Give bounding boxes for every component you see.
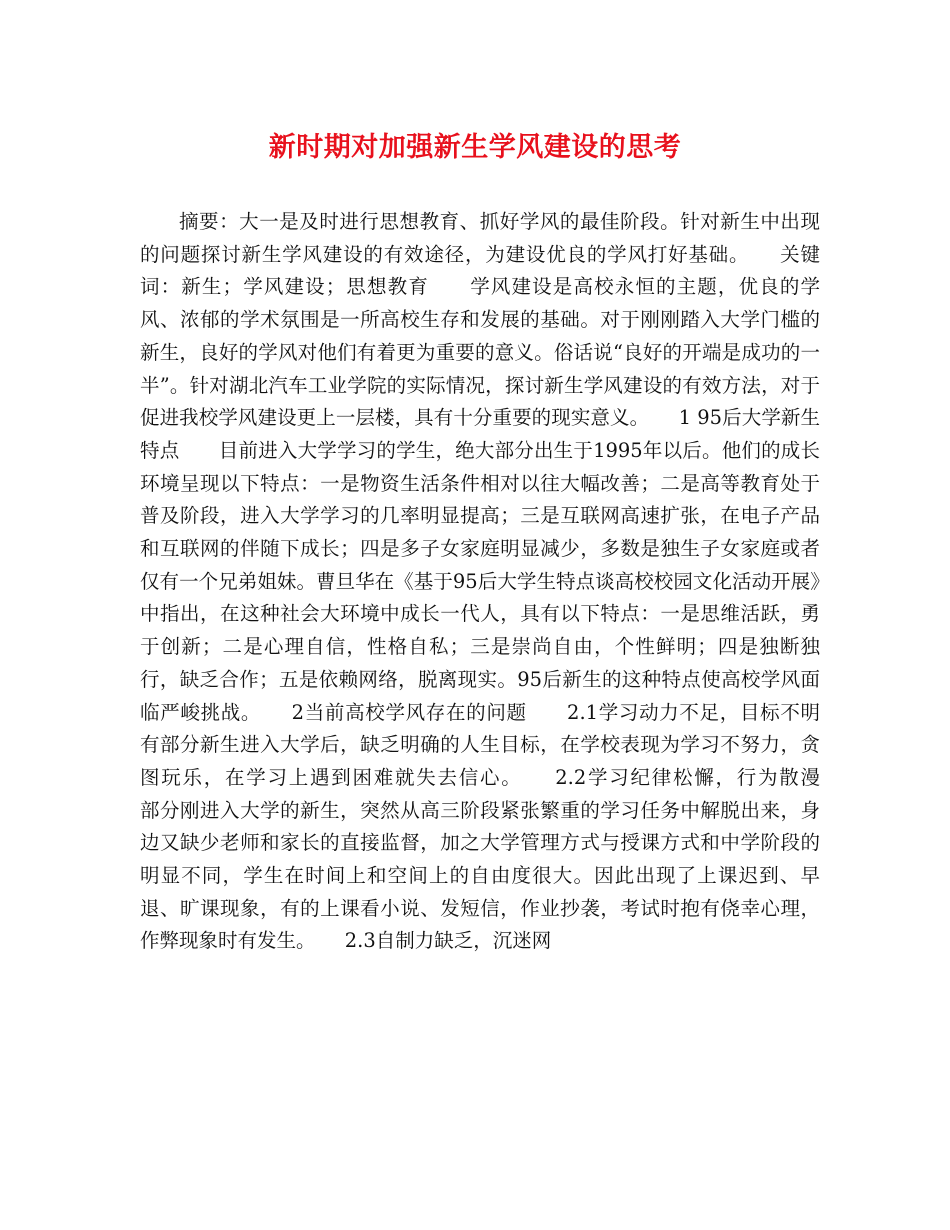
document-title: 新时期对加强新生学风建设的思考 <box>268 132 682 163</box>
document-body: 摘要：大一是及时进行思想教育、抓好学风的最佳阶段。针对新生中出现的问题探讨新生学风建设的有效途径，为建设优良的学风打好基础。 关键词：新生；学风建设；思想教育 学风建设是高校永恒的主题，优良的学风、浓郁的学术氛围是一所高校生存和发展的基础。对于刚刚踏入大学门槛的新生，良好的学风对他们有着更为重要的意义。俗话说“良好的开端是成功的一半”。针对湖北汽车工业学院的实际情况，探讨新生学风建设的有效方法，对于促进我校学风建设更上一层楼，具有十分重要的现实意义。 1 95后大学新生特点 目前进入大学学习的学生，绝大部分出生于1995年以后。他们的成长环境呈现以下特点：一是物资生活条件相对以往大幅改善；二是高等教育处于普及阶段，进入大学学习的几率明显提高；三是互联网高速扩张，在电子产品和互联网的伴随下成长；四是多子女家庭明显减少，多数是独生子女家庭或者仅有一个兄弟姐妹。曹旦华在《基于95后大学生特点谈高校校园文化活动开展》中指出，在这种社会大环境中成长一代人，具有以下特点：一是思维活跃，勇于创新；二是心理自信，性格自私；三是崇尚自由，个性鲜明；四是独断独行，缺乏合作；五是依赖网络，脱离现实。95后新生的这种特点使高校学风面临严峻挑战。 2当前高校学风存在的问题 2.1学习动力不足，目标不明 有部分新生进入大学后，缺乏明确的人生目标，在学校表现为学习不努力，贪图玩乐，在学习上遇到困难就失去信心。 2.2学习纪律松懈，行为散漫 部分刚进入大学的新生，突然从高三阶段紧张繁重的学习任务中解脱出来，身边又缺少老师和家长的直接监督，加之大学管理方式与授课方式和中学阶段的明显不同，学生在时间上和空间上的自由度很大。因此出现了上课迟到、早退、旷课现象，有的上课看小说、发短信，作业抄袭，考试时抱有侥幸心理，作弊现象时有发生。 2.3自制力缺乏，沉迷网 <box>140 210 860 953</box>
